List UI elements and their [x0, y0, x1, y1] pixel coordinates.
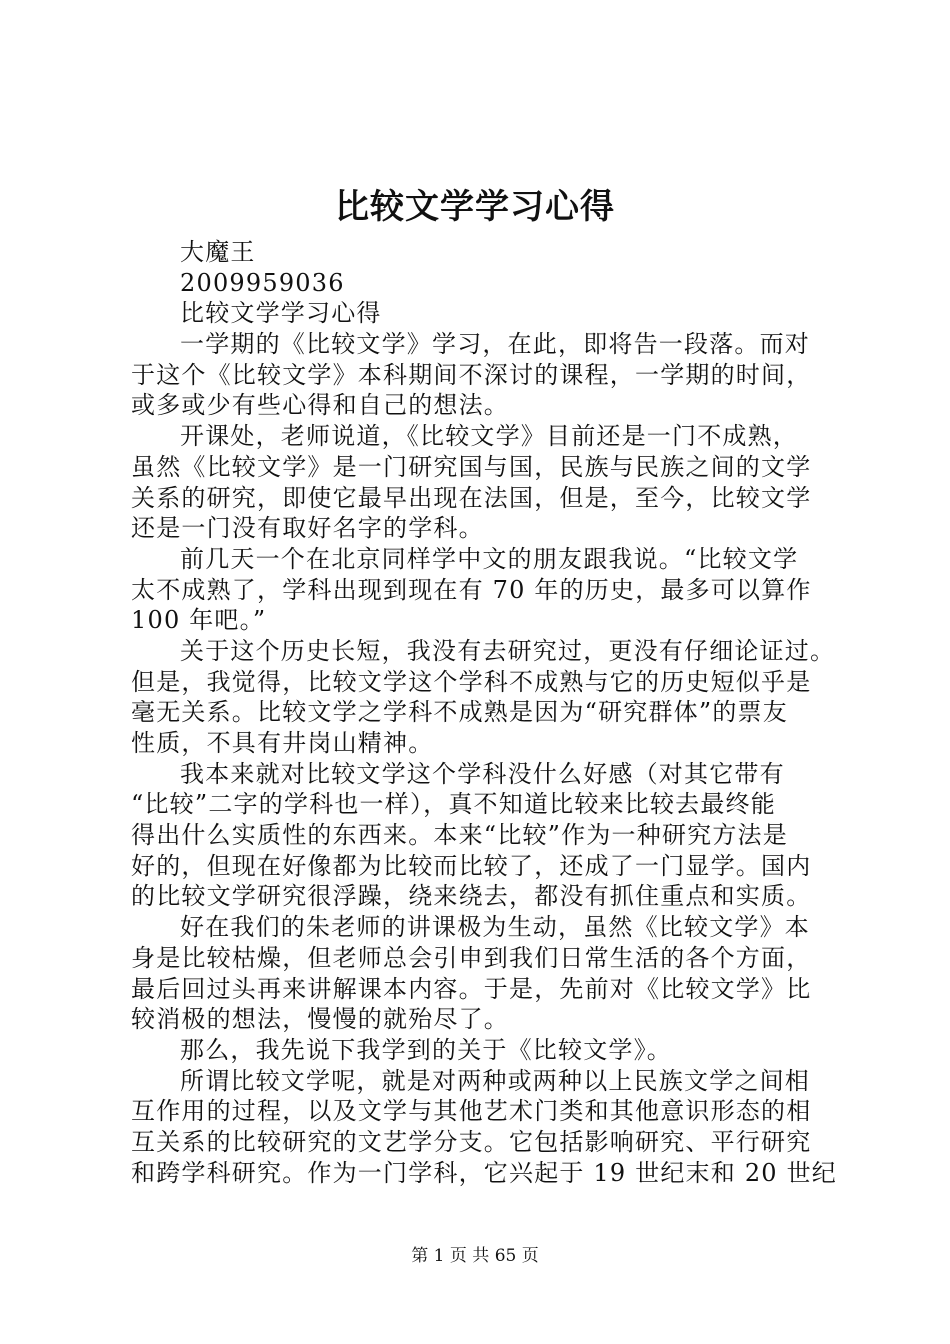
subtitle-line: 比较文学学习心得 [180, 299, 382, 328]
text-line: 互关系的比较研究的文艺学分支。它包括影响研究、平行研究 [131, 1127, 812, 1156]
text-line: 但是，我觉得，比较文学这个学科不成熟与它的历史短似乎是 [131, 667, 812, 696]
text-line: 所谓比较文学呢，就是对两种或两种以上民族文学之间相 [180, 1066, 810, 1095]
text-line: 那么，我先说下我学到的关于《比较文学》。 [180, 1035, 672, 1064]
text-line: 身是比较枯燥，但老师总会引申到我们日常生活的各个方面， [131, 943, 812, 972]
text-line: 我本来就对比较文学这个学科没什么好感（对其它带有 [180, 759, 785, 788]
text-line: 毫无关系。比较文学之学科不成熟是因为“研究群体”的票友 [131, 698, 788, 727]
text-line: 性质，不具有井岗山精神。 [131, 729, 434, 757]
text-line: 互作用的过程，以及文学与其他艺术门类和其他意识形态的相 [131, 1097, 812, 1126]
student-id-line: 2009959036 [180, 268, 345, 297]
text-line: 前几天一个在北京同样学中文的朋友跟我说。“比较文学 [180, 544, 799, 573]
text-line: 好的，但现在好像都为比较而比较了，还成了一门显学。国内 [131, 851, 812, 880]
page-footer: 第 1 页 共 65 页 [411, 1246, 539, 1266]
text-line: 得出什么实质性的东西来。本来“比较”作为一种研究方法是 [131, 821, 788, 850]
text-line: 好在我们的朱老师的讲课极为生动，虽然《比较文学》本 [180, 913, 810, 942]
text-line: 开课处，老师说道，《比较文学》目前还是一门不成熟， [180, 422, 798, 451]
text-line: 虽然《比较文学》是一门研究国与国，民族与民族之间的文学 [131, 452, 812, 481]
document-title: 比较文学学习心得 [335, 187, 615, 227]
text-line: 于这个《比较文学》本科期间不深讨的课程，一学期的时间， [131, 360, 812, 389]
text-line: 或多或少有些心得和自己的想法。 [131, 391, 509, 420]
author-line: 大魔王 [180, 238, 256, 266]
text-line: 最后回过头再来讲解课本内容。于是，先前对《比较文学》比 [131, 974, 812, 1003]
text-line: 还是一门没有取好名字的学科。 [131, 514, 484, 543]
text-line: 较消极的想法，慢慢的就殆尽了。 [131, 1005, 509, 1034]
text-line: 的比较文学研究很浮躁，绕来绕去，都没有抓住重点和实质。 [131, 882, 812, 911]
text-line: 关于这个历史长短，我没有去研究过，更没有仔细论证过。 [180, 636, 836, 665]
text-line: 100 年吧。” [131, 606, 267, 635]
text-line: 关系的研究，即使它最早出现在法国，但是，至今，比较文学 [131, 483, 812, 512]
text-line: 太不成熟了，学科出现到现在有 70 年的历史，最多可以算作 [131, 575, 812, 604]
text-line: 一学期的《比较文学》学习，在此，即将告一段落。而对 [180, 330, 810, 359]
text-line: “比较”二字的学科也一样），真不知道比较来比较去最终能 [131, 790, 776, 819]
text-line: 和跨学科研究。作为一门学科，它兴起于 19 世纪末和 20 世纪 [131, 1158, 837, 1187]
document-body [131, 237, 837, 1188]
